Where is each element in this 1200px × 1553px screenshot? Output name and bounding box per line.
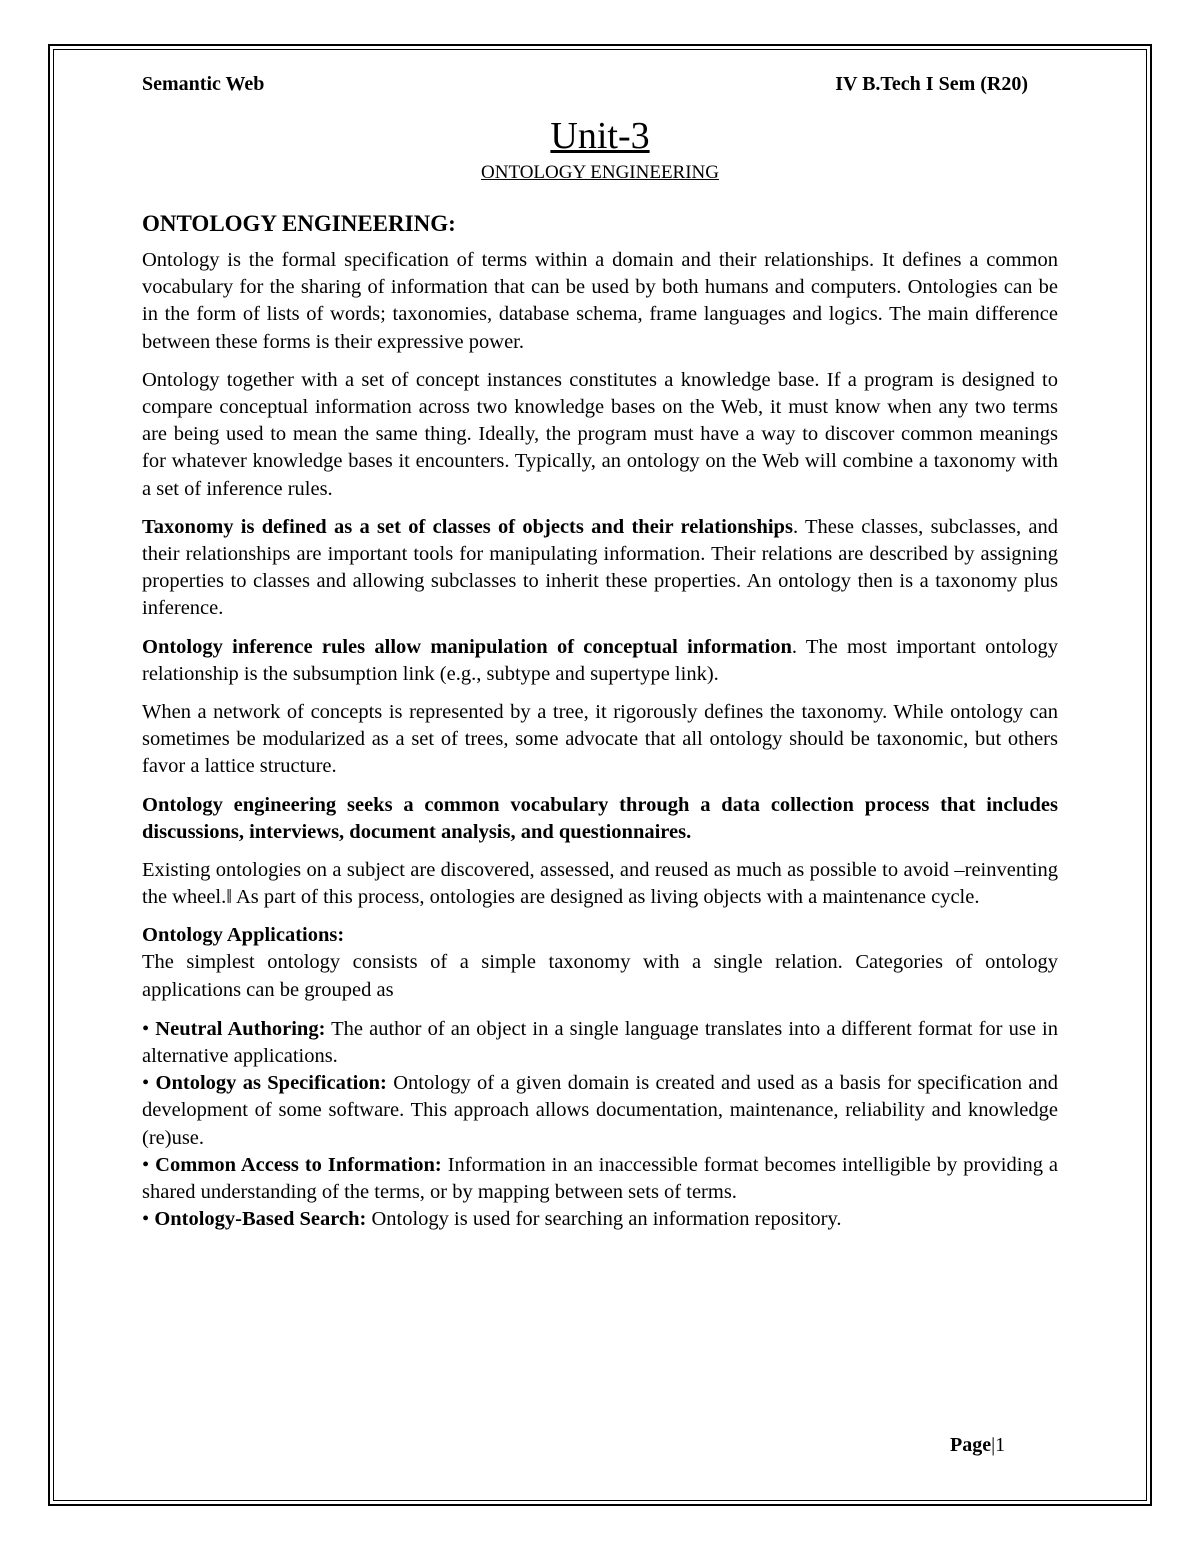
list-item (142, 1152, 1058, 1206)
applications-intro: The simplest ontology consists of a simple taxonomy with a single relation. Categories of ontology applications can be grouped as (142, 951, 1058, 1001)
page-separator: | (991, 1434, 996, 1456)
list-item (142, 1206, 1058, 1233)
paragraph-definition: Ontology is the formal specification of terms within a domain and their relationships. It defines a common vocabulary for the sharing of information that can be used by both humans and computers. Ontologies can be in the form of lists of words; taxonomies, database schema, frame languages and logics. The main difference between these forms is their expressive power. (142, 249, 1058, 353)
page-title: Unit-3 (550, 115, 650, 157)
inference-rules-bold: Ontology inference rules allow manipulation of conceptual information (142, 635, 792, 658)
bullet-marker: • (142, 1153, 156, 1176)
paragraph-inference-rules (142, 634, 1058, 688)
list-item-text: Ontology is used for searching an information repository. (366, 1208, 842, 1231)
taxonomy-text: . These classes, subclasses, and their relationships are important tools for manipulating information. Their relations are described by assigning properties to classes and allowing subclasses to inherit these properties. An ontology then is a taxonomy plus inference. (142, 515, 1058, 620)
header-semester: IV B.Tech I Sem (R20) (835, 73, 1028, 95)
running-header (142, 70, 1058, 102)
list-item-text: The author of an object in a single language translates into a different format for use in alternative applications. (142, 1017, 1058, 1068)
taxonomy-definition-bold: Taxonomy is defined as a set of classes of objects and their relationships (142, 515, 793, 538)
page-label: Page (950, 1434, 992, 1456)
header-course-name: Semantic Web (142, 73, 265, 95)
bullet-marker: • (142, 1072, 156, 1095)
applications-heading: Ontology Applications: (142, 924, 345, 947)
section-heading: ONTOLOGY ENGINEERING: (142, 211, 456, 236)
paragraph-knowledge-base: Ontology together with a set of concept instances constitutes a knowledge base. If a program is designed to compare conceptual information across two knowledge bases on the Web, it must know when any two terms are being used to mean the same thing. Ideally, the program must have a way to discover common meanings for whatever knowledge bases it encounters. Typically, an ontology on the Web will combine a taxonomy with a set of inference rules. (142, 368, 1058, 500)
paragraph-existing-ontologies: Existing ontologies on a subject are discovered, assessed, and reused as much as possible to avoid –reinventing the wheel.‖ As part of this process, ontologies are designed as living objects with a maintenance cycle. (142, 859, 1058, 909)
bullet-marker: • (142, 1208, 155, 1231)
page-subtitle: ONTOLOGY ENGINEERING (481, 162, 719, 183)
paragraph-ontology-engineering: Ontology engineering seeks a common vocabulary through a data collection process that includes discussions, interviews, document analysis, and questionnaires. (142, 793, 1058, 843)
list-item-text: Ontology of a given domain is created and used as a basis for specification and development of some software. This approach allows documentation, maintenance, reliability and knowledge (re)use. (142, 1072, 1058, 1149)
list-item-term: Common Access to Information: (155, 1153, 442, 1176)
bullet-marker: • (142, 1017, 156, 1040)
page-number: 1 (995, 1434, 1006, 1456)
list-item-term: Ontology-Based Search: (154, 1208, 367, 1231)
document-page (142, 70, 1058, 1234)
paragraph-taxonomy (142, 514, 1058, 623)
list-item-term: Ontology as Specification: (155, 1072, 387, 1095)
list-item (142, 1016, 1058, 1070)
page-footer (950, 1434, 1005, 1457)
paragraph-tree-network: When a network of concepts is represented by a tree, it rigorously defines the taxonomy. While ontology can sometimes be modularized as a set of trees, some advocate that all ontology should be taxonomic, but others favor a lattice structure. (142, 701, 1058, 778)
list-item-term: Neutral Authoring: (155, 1017, 326, 1040)
applications-list (142, 1016, 1058, 1234)
inference-rules-text: . The most important ontology relationship is the subsumption link (e.g., subtype and supertype link). (142, 635, 1058, 685)
list-item (142, 1070, 1058, 1152)
list-item-text: Information in an inaccessible format becomes intelligible by providing a shared understanding of the terms, or by mapping between sets of terms. (142, 1153, 1059, 1204)
